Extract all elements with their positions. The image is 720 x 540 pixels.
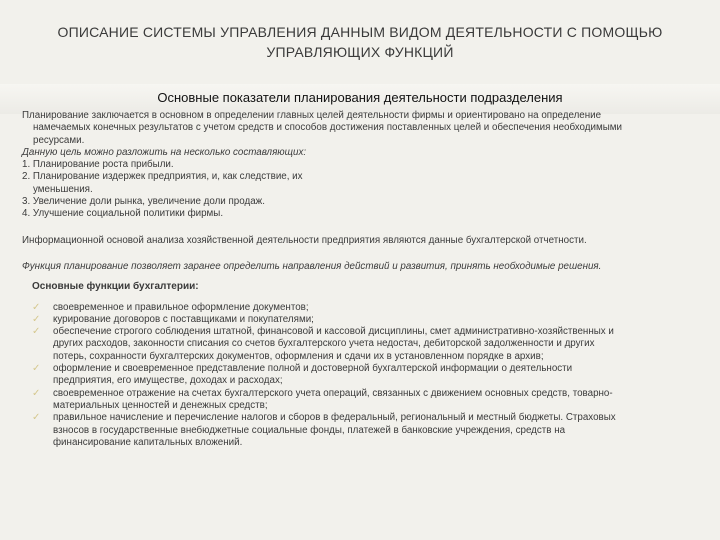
goal-item: 2. Планирование издержек предприятия, и, как следствие, их [22, 171, 303, 183]
slide-title: ОПИСАНИЕ СИСТЕМЫ УПРАВЛЕНИЯ ДАННЫМ ВИДОМ ДЕЯТЕЛЬНОСТИ С ПОМОЩЬЮ УПРАВЛЯЮЩИХ ФУНКЦИЙ [57, 24, 663, 60]
slide-subheader: Основные показатели планирования деятельности подразделения [157, 90, 563, 105]
intro-line: намечаемых конечных результатов с учетом средств и способов достижения поставленных целей и обеспечения необходимыми [33, 122, 622, 134]
function-item [22, 388, 702, 413]
function-item [22, 412, 702, 449]
intro-lead: Данную цель можно разложить на несколько составляющих: [22, 146, 307, 158]
function-item-line: оформление и своевременное представление полной и достоверной бухгалтерской информации о деятельности [53, 363, 573, 375]
function-item-line: других расходов, законности списания со счетов бухгалтерского учета недостач, дебиторской задолженности и других [53, 338, 595, 350]
slide-body [22, 110, 702, 449]
function-item-line: обеспечение строгого соблюдения штатной, финансовой и кассовой дисциплины, смет административно-хозяйственных и [53, 326, 614, 338]
function-item-line: предприятия, его имуществе, доходах и расходах; [53, 375, 283, 387]
functions-title: Основные функции бухгалтерии: [32, 281, 199, 293]
check-icon: ✓ [32, 363, 41, 375]
goal-item-continued: уменьшения. [33, 183, 93, 195]
check-icon: ✓ [32, 326, 41, 338]
function-item [22, 314, 702, 326]
info-paragraph: Информационной основой анализа хозяйственной деятельности предприятия являются данные бухгалтерской отчетности. [22, 234, 587, 246]
function-item-line: потерь, сохранности бухгалтерских документов, оформления и сдачи их в установленном порядке в архив; [53, 350, 544, 362]
function-item-line: правильное начисление и перечисление налогов и сборов в федеральный, региональный и местный бюджеты. Страховых [53, 412, 616, 424]
function-item-line: взносов в государственные внебюджетные социальные фонды, платежей в банковские учреждения, средств на [53, 424, 566, 436]
check-icon: ✓ [32, 313, 41, 325]
function-item [22, 302, 702, 314]
function-item-line: своевременное отражение на счетах бухгалтерского учета операций, связанных с движением основных средств, товарно- [53, 387, 613, 399]
function-paragraph: Функция планирование позволяет заранее определить направления действий и развития, принять необходимые решения. [22, 260, 602, 272]
function-item-line: материальных ценностей и денежных средств; [53, 399, 268, 411]
intro-line: ресурсами. [33, 134, 85, 146]
goal-item: 1. Планирование роста прибыли. [22, 159, 174, 171]
functions-list [22, 302, 702, 450]
function-item [22, 326, 702, 363]
function-item-line: своевременное и правильное оформление документов; [53, 301, 309, 313]
function-item [22, 363, 702, 388]
intro-line: Планирование заключается в основном в определении главных целей деятельности фирмы и ориентировано на определение [22, 110, 602, 121]
goal-item: 4. Улучшение социальной политики фирмы. [22, 208, 224, 220]
function-item-line: курирование договоров с поставщиками и покупателями; [53, 313, 314, 325]
check-icon: ✓ [32, 387, 41, 399]
function-item-line: финансирование капитальных вложений. [53, 436, 243, 448]
check-icon: ✓ [32, 301, 41, 313]
goal-item: 3. Увеличение доли рынка, увеличение доли продаж. [22, 196, 265, 208]
check-icon: ✓ [32, 412, 41, 424]
